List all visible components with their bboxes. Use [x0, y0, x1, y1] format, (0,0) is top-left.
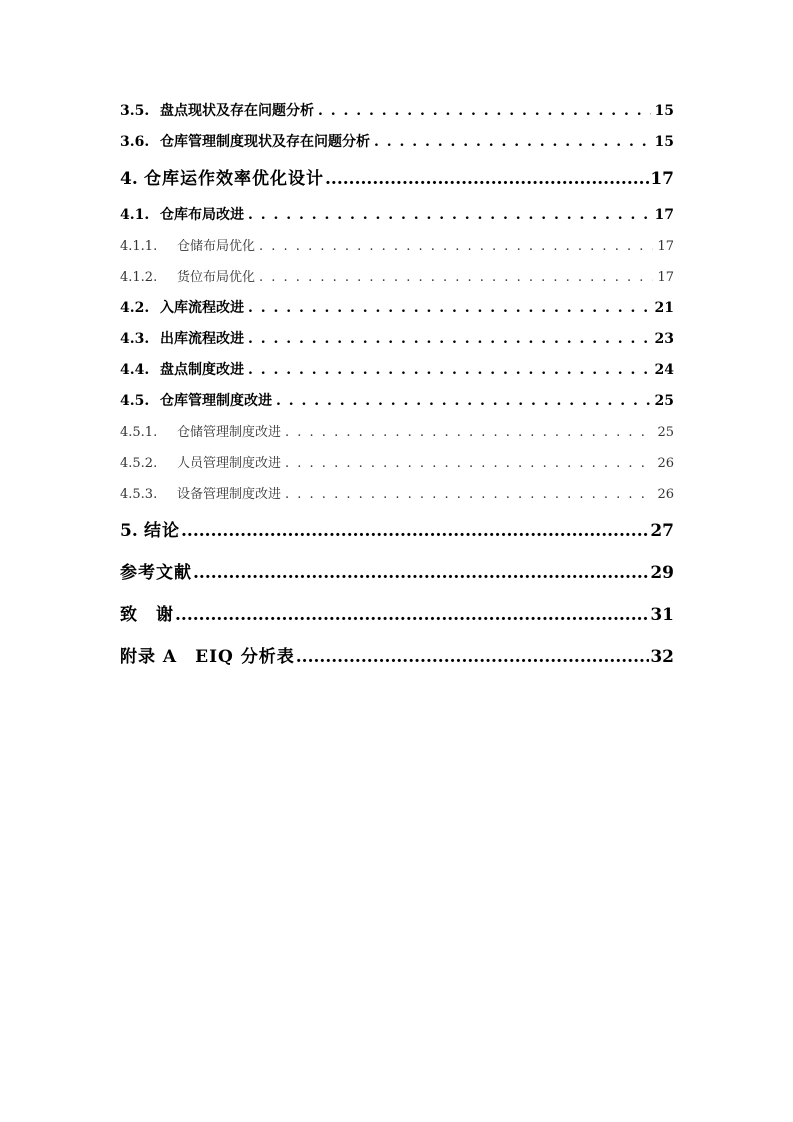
toc-entry-title: 设备管理制度改进 [177, 487, 282, 502]
dot-leader [325, 158, 649, 200]
toc-entry-page: 21 [654, 300, 674, 316]
dot-leader [248, 355, 651, 386]
dot-leader [248, 293, 651, 324]
dot-leader [193, 552, 649, 594]
toc-entry-number: 4.4. [120, 362, 150, 378]
toc-entry-page: 32 [650, 647, 674, 667]
toc-entry-page: 23 [654, 331, 674, 347]
toc-entry-title: 仓储布局优化 [177, 239, 256, 254]
toc-entry-number: 4.1.2. [120, 270, 158, 285]
dot-leader [248, 200, 651, 231]
toc-entry-title: 盘点制度改进 [160, 362, 244, 378]
toc-entry-number: 4.5.3. [120, 487, 158, 502]
toc-entry-title: 结论 [144, 521, 180, 541]
toc-entry-title: 货位布局优化 [177, 270, 256, 285]
dot-leader [175, 594, 649, 636]
toc-entry-number: 4.1. [120, 207, 150, 223]
dot-leader [285, 417, 653, 448]
toc-entry-number: 4. [120, 169, 138, 189]
toc-entry[interactable] [120, 200, 674, 231]
toc-entry-title: 入库流程改进 [160, 300, 244, 316]
dot-leader [285, 448, 653, 479]
toc-entry-page: 29 [650, 563, 674, 583]
table-of-contents [120, 96, 674, 678]
toc-entry-title: 仓库管理制度现状及存在问题分析 [160, 134, 370, 150]
toc-entry-number: 4.5.1. [120, 425, 158, 440]
toc-chapter[interactable] [120, 594, 674, 636]
toc-subentry[interactable] [120, 417, 674, 448]
toc-subentry[interactable] [120, 479, 674, 510]
toc-entry-title: 仓储管理制度改进 [177, 425, 282, 440]
toc-entry-number: 4.5. [120, 393, 150, 409]
toc-entry-page: 17 [654, 207, 674, 223]
toc-entry[interactable] [120, 386, 674, 417]
toc-entry-page: 15 [654, 134, 674, 150]
toc-subentry[interactable] [120, 262, 674, 293]
dot-leader [259, 262, 653, 293]
toc-chapter[interactable] [120, 636, 674, 678]
toc-entry-page: 24 [654, 362, 674, 378]
dot-leader [276, 386, 651, 417]
toc-entry-number: 5. [120, 521, 138, 541]
toc-entry-title: 人员管理制度改进 [177, 456, 282, 471]
dot-leader [181, 510, 649, 552]
dot-leader [285, 479, 653, 510]
toc-entry-number: 4.3. [120, 331, 150, 347]
toc-entry-number: 3.6. [120, 134, 150, 150]
toc-entry-page: 27 [650, 521, 674, 541]
toc-entry[interactable] [120, 127, 674, 158]
dot-leader [248, 324, 651, 355]
toc-entry-title: 仓库布局改进 [160, 207, 244, 223]
toc-entry-number: 3.5. [120, 103, 150, 119]
toc-entry-page: 26 [657, 456, 674, 471]
toc-entry-number: 4.5.2. [120, 456, 158, 471]
toc-entry-page: 31 [650, 605, 674, 625]
toc-entry-page: 17 [657, 239, 674, 254]
toc-entry-page: 17 [657, 270, 674, 285]
dot-leader [259, 231, 653, 262]
toc-entry-title: 仓库运作效率优化设计 [144, 169, 324, 189]
toc-entry-page: 15 [654, 103, 674, 119]
toc-entry-number: 4.1.1. [120, 239, 158, 254]
toc-entry-page: 25 [654, 393, 674, 409]
dot-leader [374, 127, 651, 158]
toc-entry-page: 17 [650, 169, 674, 189]
toc-entry[interactable] [120, 355, 674, 386]
toc-subentry[interactable] [120, 448, 674, 479]
toc-entry-title: 出库流程改进 [160, 331, 244, 347]
toc-entry-title: 参考文献 [120, 563, 192, 583]
dot-leader [318, 96, 651, 127]
toc-entry[interactable] [120, 293, 674, 324]
toc-entry-title: 仓库管理制度改进 [160, 393, 272, 409]
dot-leader [296, 636, 650, 678]
toc-chapter[interactable] [120, 158, 674, 200]
toc-entry-title: 附录 A EIQ 分析表 [120, 647, 295, 667]
toc-chapter[interactable] [120, 510, 674, 552]
toc-chapter[interactable] [120, 552, 674, 594]
toc-entry-number: 4.2. [120, 300, 150, 316]
toc-entry[interactable] [120, 96, 674, 127]
toc-entry-title: 盘点现状及存在问题分析 [160, 103, 314, 119]
toc-subentry[interactable] [120, 231, 674, 262]
toc-entry-page: 26 [657, 487, 674, 502]
toc-entry-title: 致 谢 [120, 605, 174, 625]
toc-entry[interactable] [120, 324, 674, 355]
toc-entry-page: 25 [657, 425, 674, 440]
